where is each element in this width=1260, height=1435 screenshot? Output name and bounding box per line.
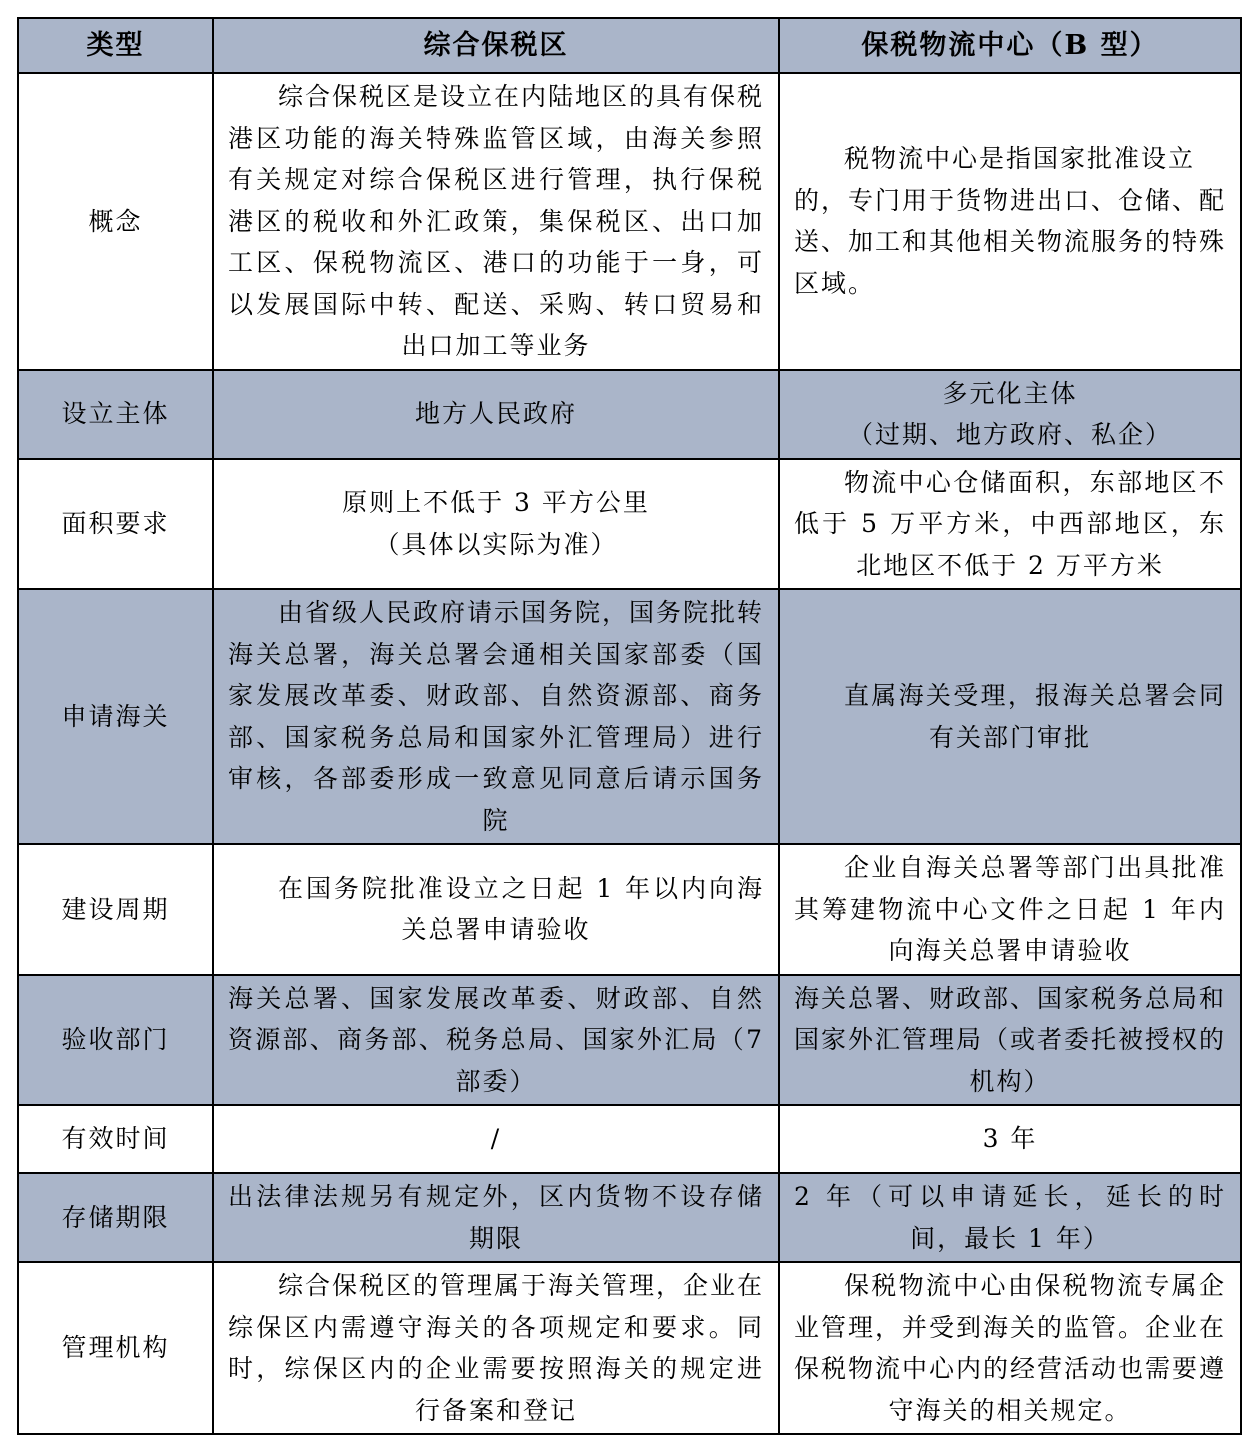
row-area-requirement <box>18 459 1241 590</box>
zone-cell: 综合保税区是设立在内陆地区的具有保税港区功能的海关特殊监管区域，由海关参照有关规定对综合保税区进行管理，执行保税港区的税收和外汇政策，集保税区、出口加工区、保税物流区、港口的功能于一身，可以发展国际中转、配送、采购、转口贸易和出口加工等业务 <box>213 73 779 370</box>
center-line-2: （过期、地方政府、私企） <box>847 420 1172 449</box>
zone-cell: / <box>213 1105 779 1173</box>
zone-cell: 出法律法规另有规定外，区内货物不设存储期限 <box>213 1173 779 1262</box>
row-label: 面积要求 <box>18 459 213 590</box>
zone-line-2: （具体以实际为准） <box>374 529 618 559</box>
row-label: 有效时间 <box>18 1105 213 1173</box>
center-cell: 2 年（可以申请延长，延长的时间，最长 1 年） <box>779 1173 1241 1262</box>
header-bonded-logistics-center: 保税物流中心（B 型） <box>779 18 1241 73</box>
row-validity-period <box>18 1105 1241 1173</box>
row-label: 设立主体 <box>18 370 213 459</box>
center-cell: 税物流中心是指国家批准设立的，专门用于货物进出口、仓储、配送、加工和其他相关物流服务的特殊区域。 <box>779 73 1241 370</box>
row-storage-period <box>18 1173 1241 1262</box>
center-cell <box>779 370 1241 459</box>
zone-cell: 海关总署、国家发展改革委、财政部、自然资源部、商务部、税务总局、国家外汇局（7 部委） <box>213 975 779 1106</box>
row-label: 管理机构 <box>18 1262 213 1434</box>
row-concept <box>18 73 1241 370</box>
center-cell: 3 年 <box>779 1105 1241 1173</box>
zone-cell: 由省级人民政府请示国务院，国务院批转海关总署，海关总署会通相关国家部委（国家发展改革委、财政部、自然资源部、商务部、国家税务总局和国家外汇管理局）进行审核，各部委形成一致意见同意后请示国务院 <box>213 589 779 844</box>
center-cell: 直属海关受理，报海关总署会同有关部门审批 <box>779 589 1241 844</box>
center-cell: 保税物流中心由保税物流专属企业管理，并受到海关的监管。企业在保税物流中心内的经营活动也需要遵守海关的相关规定。 <box>779 1262 1241 1434</box>
zone-cell: 地方人民政府 <box>213 370 779 459</box>
row-label: 申请海关 <box>18 589 213 844</box>
comparison-table <box>17 17 1242 1435</box>
header-comprehensive-bonded-zone: 综合保税区 <box>213 18 779 73</box>
row-label: 存储期限 <box>18 1173 213 1262</box>
center-cell: 企业自海关总署等部门出具批准其筹建物流中心文件之日起 1 年内向海关总署申请验收 <box>779 844 1241 975</box>
row-label: 验收部门 <box>18 975 213 1106</box>
zone-cell <box>213 459 779 590</box>
row-label: 概念 <box>18 73 213 370</box>
header-type: 类型 <box>18 18 213 73</box>
comparison-table-wrapper <box>17 17 1240 1435</box>
zone-cell: 综合保税区的管理属于海关管理，企业在综保区内需遵守海关的各项规定和要求。同时，综保区内的企业需要按照海关的规定进行备案和登记 <box>213 1262 779 1434</box>
center-cell: 海关总署、财政部、国家税务总局和国家外汇管理局（或者委托被授权的机构） <box>779 975 1241 1106</box>
center-cell: 物流中心仓储面积，东部地区不低于 5 万平方米，中西部地区，东北地区不低于 2 万平方米 <box>779 459 1241 590</box>
row-label: 建设周期 <box>18 844 213 975</box>
zone-cell: 在国务院批准设立之日起 1 年以内向海关总署申请验收 <box>213 844 779 975</box>
center-line-1: 多元化主体 <box>942 378 1078 408</box>
zone-line-1: 原则上不低于 3 平方公里 <box>342 488 650 518</box>
row-establishing-entity <box>18 370 1241 459</box>
row-acceptance-departments <box>18 975 1241 1106</box>
row-customs-application <box>18 589 1241 844</box>
row-management-body <box>18 1262 1241 1434</box>
row-construction-period <box>18 844 1241 975</box>
header-row <box>18 18 1241 73</box>
